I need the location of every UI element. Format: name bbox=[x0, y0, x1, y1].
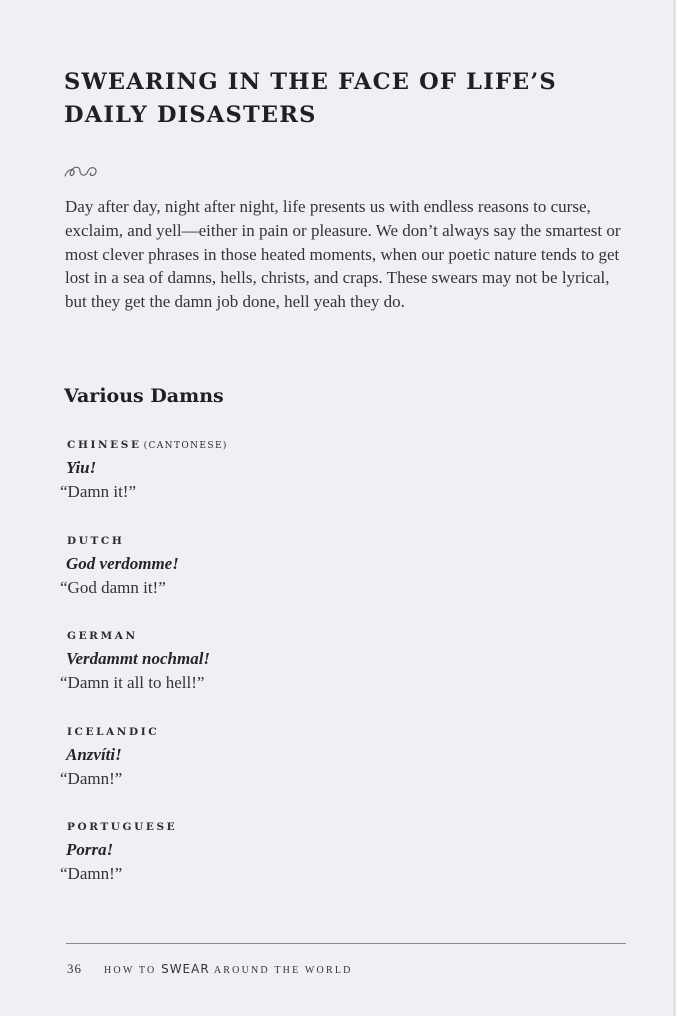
running-head-after: AROUND THE WORLD bbox=[209, 965, 353, 976]
entry-chinese bbox=[0, 439, 676, 535]
translation: “Damn it!” bbox=[60, 482, 136, 501]
language-label: PORTUGUESE bbox=[67, 821, 178, 833]
page-number: 36 bbox=[67, 961, 82, 976]
running-head-before: HOW TO bbox=[104, 965, 162, 976]
footer-rule bbox=[66, 943, 626, 944]
entry-dutch bbox=[0, 535, 676, 631]
language-name: CHINESE bbox=[67, 439, 142, 451]
phrase: Verdammt nochmal! bbox=[66, 649, 211, 668]
language-label: ICELANDIC bbox=[67, 725, 160, 738]
intro-paragraph: Day after day, night after night, life presents us with endless reasons to curse, exclaim, and yell—either in pain or pleasure. We don’t always say the smartest or most clever phrases in those heated moments, when our poetic nature tends to get lost in a sea of damns, hells, christs, and craps. These swears may not be lyrical, but they get the damn job done, hell yeah they do. bbox=[65, 197, 621, 312]
entry-list bbox=[0, 439, 676, 917]
language-note: (CANTONESE) bbox=[143, 441, 228, 451]
phrase: Anzvíti! bbox=[66, 744, 122, 764]
translation: “Damn it all to hell!” bbox=[60, 673, 205, 692]
page-title: SWEARING IN THE FACE OF LIFE’S DAILY DISASTERS bbox=[64, 69, 557, 128]
phrase: Yiu! bbox=[66, 458, 97, 477]
flourish-ornament-icon bbox=[62, 160, 100, 182]
section-heading: Various Damns bbox=[64, 385, 224, 407]
running-head-swear: SWEAR bbox=[161, 962, 210, 976]
entry-icelandic bbox=[0, 726, 676, 822]
translation: “Damn!” bbox=[60, 768, 123, 788]
translation: “God damn it!” bbox=[60, 577, 166, 597]
phrase: God verdomme! bbox=[66, 553, 179, 573]
entry-german bbox=[0, 630, 676, 726]
language-label bbox=[67, 439, 228, 451]
translation: “Damn!” bbox=[60, 864, 123, 883]
entry-portuguese bbox=[0, 821, 676, 917]
phrase: Porra! bbox=[66, 840, 114, 859]
language-label: DUTCH bbox=[67, 534, 125, 547]
page-footer bbox=[67, 960, 353, 978]
language-label: GERMAN bbox=[67, 630, 138, 642]
